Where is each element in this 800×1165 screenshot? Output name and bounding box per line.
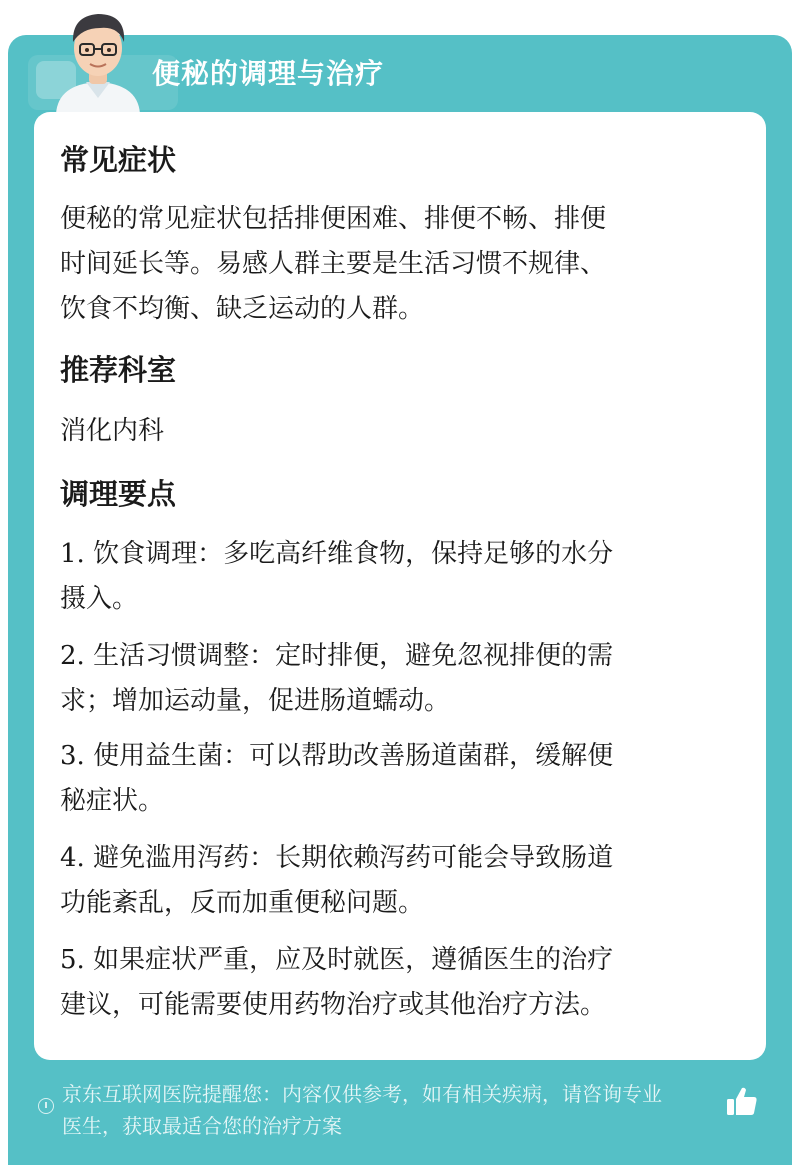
point-text: 生活习惯调整：定时排便，避免忽视排便的需 [84,641,614,671]
department-value: 消化内科 [60,416,165,446]
disclaimer-line-2: 医生，获取最适合您的治疗方案 [62,1114,342,1138]
point-text: 如果症状严重，应及时就医，遵循医生的治疗 [84,945,614,975]
point-text: 使用益生菌：可以帮助改善肠道菌群，缓解便 [84,741,614,771]
point-text: 避免滥用泻药：长期依赖泻药可能会导致肠道 [84,843,614,873]
point-text: 摄入。 [60,584,139,614]
symptoms-line-3: 饮食不均衡、缺乏运动的人群。 [60,294,425,324]
care-point-1 [60,532,740,622]
point-text: 功能紊乱，反而加重便秘问题。 [60,888,425,918]
symptoms-line-1: 便秘的常见症状包括排便困难、排便不畅、排便 [60,204,607,234]
care-heading: 调理要点 [60,477,177,511]
symptoms-line-2: 时间延长等。易感人群主要是生活习惯不规律、 [60,249,607,279]
care-point-5 [60,938,740,1028]
doctor-avatar [48,2,148,114]
point-number: 4. [60,843,85,873]
content-card [34,112,766,1060]
point-number: 1. [60,539,85,569]
care-point-4 [60,836,740,926]
care-point-3 [60,734,740,824]
department-heading: 推荐科室 [60,353,177,387]
disclaimer-line-1: 京东互联网医院提醒您：内容仅供参考，如有相关疾病，请咨询专业 [62,1082,662,1106]
page-title: 便秘的调理与治疗 [152,57,385,90]
point-text: 饮食调理：多吃高纤维食物，保持足够的水分 [84,539,614,569]
point-number: 2. [60,641,85,671]
point-text: 求；增加运动量，促进肠道蠕动。 [60,686,451,716]
point-text: 建议，可能需要使用药物治疗或其他治疗方法。 [60,990,607,1020]
disclaimer-text [62,1078,730,1142]
symptoms-text [60,197,740,332]
point-number: 3. [60,741,85,771]
info-icon [38,1098,54,1114]
point-text: 秘症状。 [60,786,165,816]
point-number: 5. [60,945,85,975]
care-point-2 [60,634,740,724]
symptoms-heading: 常见症状 [60,143,177,177]
thumbs-up-icon[interactable] [724,1084,760,1120]
